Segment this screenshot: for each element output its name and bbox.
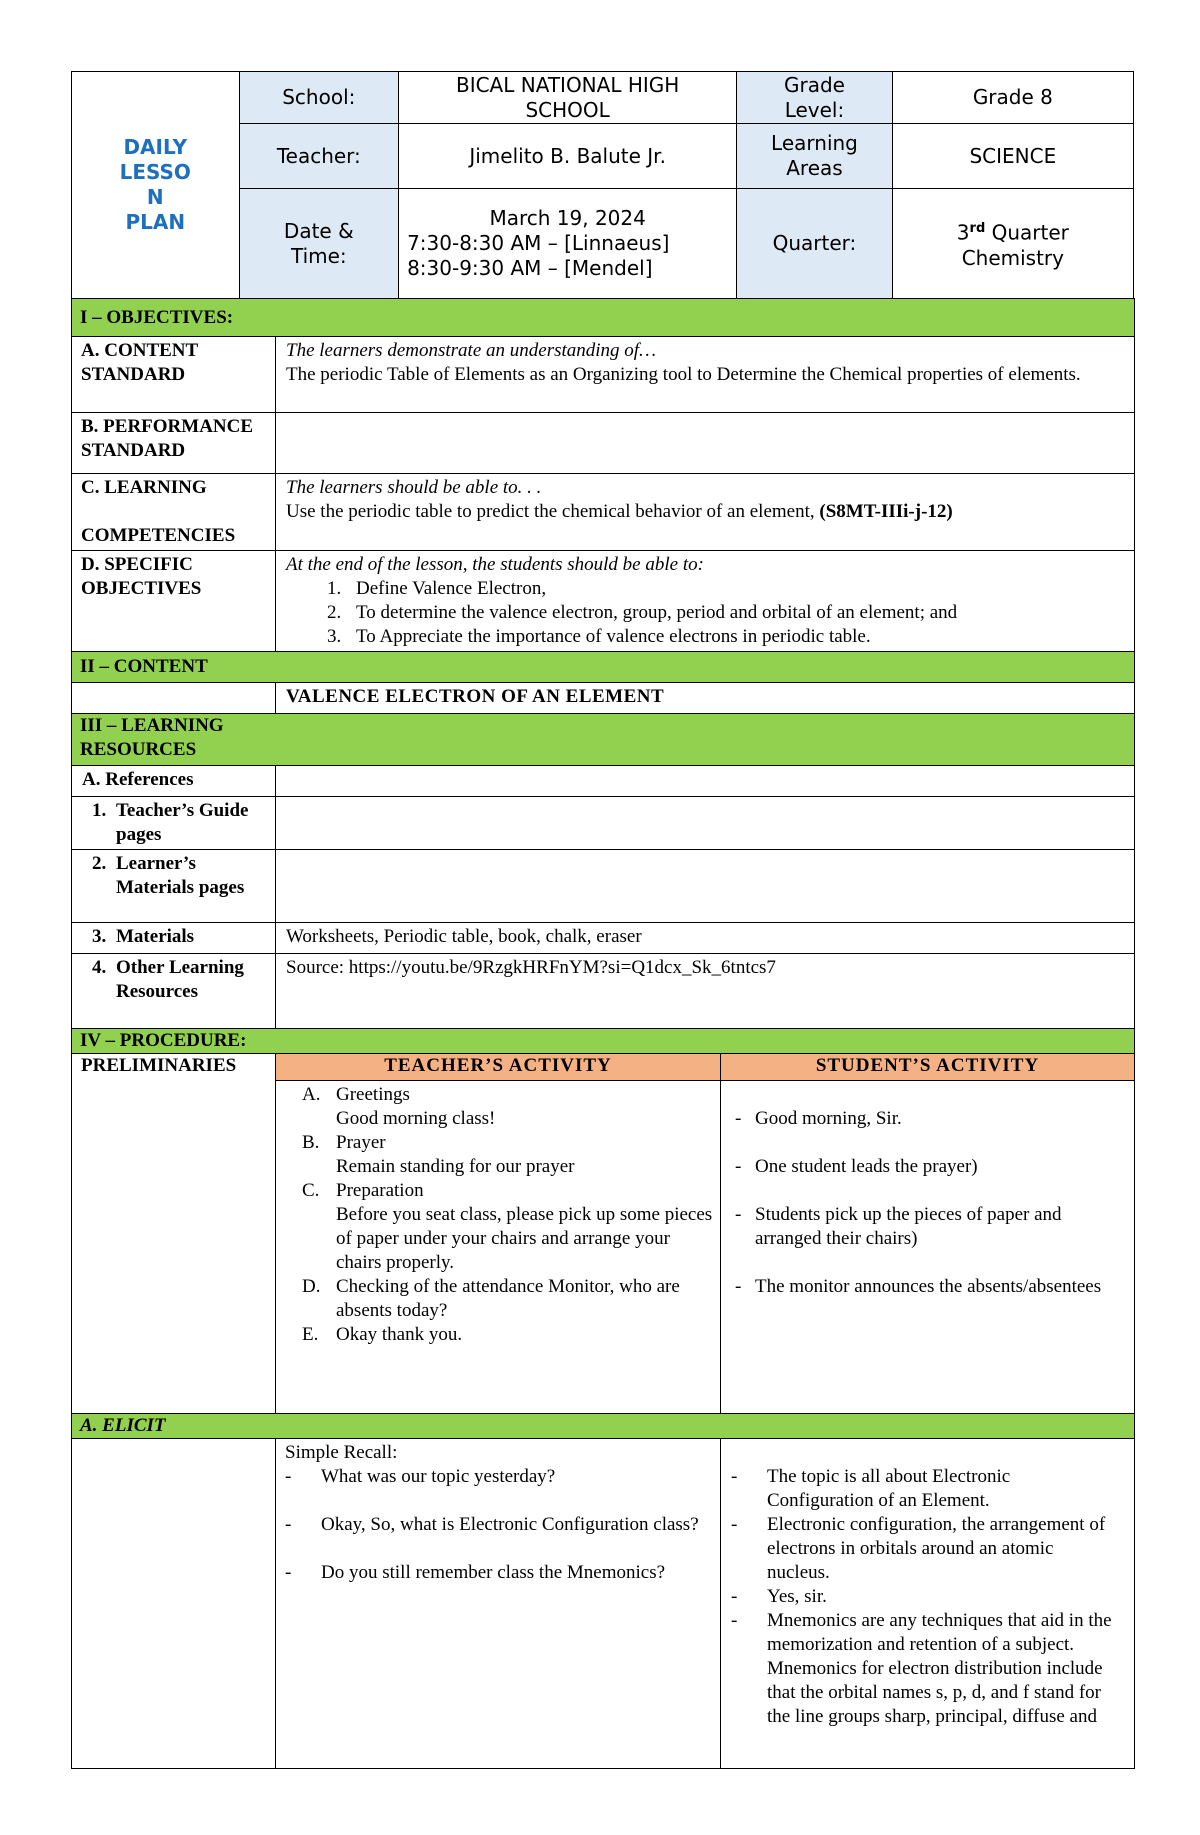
performance-standard-label: B. PERFORMANCE STANDARD (72, 413, 276, 474)
elicit-question: - Do you still remember class the Mnemonics? (285, 1562, 666, 1583)
title-line-2: LESSO (119, 160, 191, 184)
teacher-activity-elicit (276, 1439, 721, 1769)
teacher-value: Jimelito B. Balute Jr. (399, 124, 737, 189)
objective-item: 1. Define Valence Electron, (346, 577, 1126, 601)
school-label: School: (239, 72, 399, 124)
time-slot-2: 8:30-9:30 AM – [Mendel] (407, 256, 653, 280)
date-time-value (399, 189, 737, 299)
content-standard-label: A. CONTENT STANDARD (72, 337, 276, 413)
teacher-step: C. Preparation Before you seat class, please pick up some pieces of paper under your chairs and arrange your chairs properly. (302, 1180, 713, 1273)
learning-competencies-label: C. LEARNING COMPETENCIES (72, 474, 276, 551)
competencies-intro: The learners should be able to. . . (286, 477, 542, 498)
materials-value: Worksheets, Periodic table, book, chalk, eraser (276, 923, 1135, 954)
elicit-section-header: A. ELICIT (72, 1414, 1135, 1439)
content-section-header: II – CONTENT (72, 652, 1135, 683)
student-activity-elicit (721, 1439, 1135, 1769)
procedure-section-header: IV – PROCEDURE: (72, 1029, 1135, 1054)
resources-section-header: III – LEARNING RESOURCES (72, 714, 1135, 766)
learners-materials-value (276, 850, 1135, 923)
student-response: - Students pick up the pieces of paper and arranged their chairs) (735, 1204, 1062, 1249)
learners-materials-label: 2. Learner’s Materials pages (72, 850, 276, 923)
student-response: - Good morning, Sir. (735, 1108, 902, 1129)
objective-item: 2. To determine the valence electron, group, period and orbital of an element; and (346, 601, 1126, 625)
school-value: BICAL NATIONAL HIGH SCHOOL (399, 72, 737, 124)
objectives-section-header: I – OBJECTIVES: (72, 299, 1135, 337)
specific-objectives-intro: At the end of the lesson, the students should be able to: (286, 554, 704, 575)
elicit-answer: - Mnemonics are any techniques that aid in the memorization and retention of a subject. Mnemonics for electron distribution include that the orbital names s, p, d, and f stand for the line groups sharp, principal, diffuse and (731, 1610, 1112, 1727)
lesson-body-table (71, 298, 1135, 1769)
content-blank-cell (72, 683, 276, 714)
date-value: March 19, 2024 (489, 206, 646, 230)
quarter-subject: Chemistry (961, 245, 1064, 270)
lesson-plan-page (71, 71, 1134, 1769)
title-line-1: DAILY (123, 135, 188, 159)
content-standard-text: The periodic Table of Elements as an Organizing tool to Determine the Chemical properties of elements. (286, 364, 1081, 385)
learning-areas-label: Learning Areas (737, 124, 892, 189)
elicit-question: - Okay, So, what is Electronic Configuration class? (285, 1514, 699, 1535)
content-topic: VALENCE ELECTRON OF AN ELEMENT (276, 683, 1135, 714)
learning-competencies-value (276, 474, 1135, 551)
specific-objectives-value (276, 551, 1135, 652)
title-line-3: N (146, 185, 164, 209)
teacher-step: A. Greetings Good morning class! (302, 1084, 496, 1129)
other-resources-label: 4. Other Learning Resources (72, 954, 276, 1029)
learning-areas-value: SCIENCE (892, 124, 1133, 189)
teacher-step: E. Okay thank you. (302, 1324, 463, 1345)
elicit-answer: - Yes, sir. (731, 1586, 827, 1607)
header-table (71, 71, 1134, 299)
preliminaries-label: PRELIMINARIES (72, 1054, 276, 1414)
title-line-4: PLAN (125, 210, 186, 234)
other-resources-value: Source: https://youtu.be/9RzgkHRFnYM?si=Q1dcx_Sk_6tntcs7 (276, 954, 1135, 1029)
quarter-label: Quarter: (737, 189, 892, 299)
student-activity-header: STUDENT’S ACTIVITY (721, 1054, 1135, 1081)
competencies-text: Use the periodic table to predict the chemical behavior of an element, (S8MT-IIIi-j-12) (286, 501, 953, 522)
student-response: - The monitor announces the absents/absentees (735, 1276, 1102, 1297)
teacher-step: B. Prayer Remain standing for our prayer (302, 1132, 575, 1177)
elicit-recall-label: Simple Recall: (285, 1442, 398, 1463)
teacher-label: Teacher: (239, 124, 399, 189)
materials-label: 3. Materials (72, 923, 276, 954)
performance-standard-value (276, 413, 1135, 474)
lesson-plan-title (72, 72, 240, 299)
quarter-value (892, 189, 1133, 299)
teacher-activity-header: TEACHER’S ACTIVITY (276, 1054, 721, 1081)
student-response: - One student leads the prayer) (735, 1156, 978, 1177)
quarter-line: 3rd Quarter (956, 220, 1069, 245)
elicit-answer: - The topic is all about Electronic Configuration of an Element. (731, 1466, 1011, 1511)
grade-level-value: Grade 8 (892, 72, 1133, 124)
competency-code: (S8MT-IIIi-j-12) (819, 501, 953, 522)
teacher-activity-preliminaries (276, 1081, 721, 1414)
elicit-blank-cell (72, 1439, 276, 1769)
grade-level-label: Grade Level: (737, 72, 892, 124)
content-standard-intro: The learners demonstrate an understanding of… (286, 340, 656, 361)
teachers-guide-value (276, 797, 1135, 850)
references-label: A. References (72, 766, 276, 797)
teachers-guide-label: 1. Teacher’s Guide pages (72, 797, 276, 850)
specific-objectives-list (286, 577, 1126, 649)
date-time-label: Date & Time: (239, 189, 399, 299)
elicit-answer: - Electronic configuration, the arrangement of electrons in orbitals around an atomic nucleus. (731, 1514, 1106, 1583)
content-standard-value (276, 337, 1135, 413)
elicit-question: - What was our topic yesterday? (285, 1466, 556, 1487)
specific-objectives-label: D. SPECIFIC OBJECTIVES (72, 551, 276, 652)
references-value (276, 766, 1135, 797)
student-activity-preliminaries (721, 1081, 1135, 1414)
teacher-step: D. Checking of the attendance Monitor, who are absents today? (302, 1276, 680, 1321)
time-slot-1: 7:30-8:30 AM – [Linnaeus] (407, 231, 670, 255)
objective-item: 3. To Appreciate the importance of valence electrons in periodic table. (346, 625, 1126, 649)
